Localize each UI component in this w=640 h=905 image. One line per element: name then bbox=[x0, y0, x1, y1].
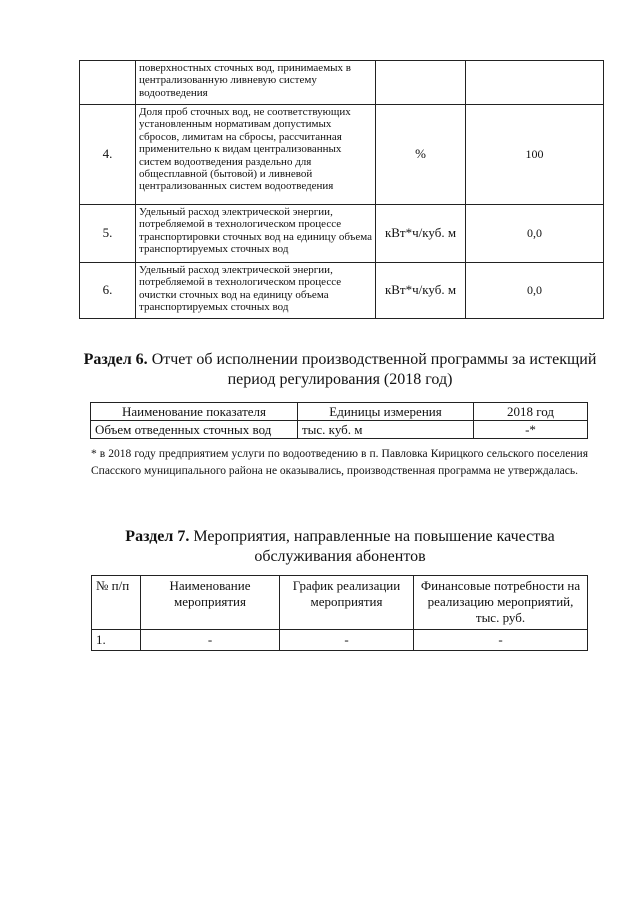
section-7-heading bbox=[60, 527, 620, 567]
column-header: Наименование мероприятия bbox=[141, 576, 280, 630]
indicator-value: 100 bbox=[466, 105, 604, 205]
section-7-title-line2: обслуживания абонентов bbox=[254, 548, 426, 565]
indicators-table bbox=[79, 60, 604, 319]
indicator-text: Доля проб сточных вод, не соответствующих установленным нормативам допустимых сбросов, лимитам на сбросы, рассчитанная применительно к видам централизованных систем водоотведения раздельно для общесплавной (бытовой) и ливневой централизованных систем водоотведения bbox=[136, 105, 376, 205]
section-6-label: Раздел 6. bbox=[83, 351, 148, 368]
indicator-unit: кВт*ч/куб. м bbox=[376, 205, 466, 263]
indicator-text: Удельный расход электрической энергии, потребляемой в технологическом процессе транспортировки сточных вод на единицу объема транспортируемых сточных вод bbox=[136, 205, 376, 263]
column-header: № п/п bbox=[92, 576, 141, 630]
report-table bbox=[90, 402, 588, 439]
section-6-title-line2: период регулирования (2018 год) bbox=[227, 371, 453, 388]
table-row bbox=[80, 61, 604, 105]
indicator-unit: тыс. куб. м bbox=[298, 421, 474, 439]
column-header: Финансовые потребности на реализацию мероприятий, тыс. руб. bbox=[414, 576, 588, 630]
row-number: 1. bbox=[92, 630, 141, 651]
measures-table bbox=[91, 575, 588, 651]
measure-funding: - bbox=[414, 630, 588, 651]
row-number: 4. bbox=[80, 105, 136, 205]
column-header: Наименование показателя bbox=[91, 403, 298, 421]
indicator-text: Удельный расход электрической энергии, потребляемой в технологическом процессе очистки сточных вод на единицу объема транспортируемых сточных вод bbox=[136, 263, 376, 319]
indicator-unit: % bbox=[376, 105, 466, 205]
section-7-title-line1: Мероприятия, направленные на повышение качества bbox=[193, 528, 555, 545]
indicator-value: 0,0 bbox=[466, 263, 604, 319]
row-number: 5. bbox=[80, 205, 136, 263]
indicator-text: поверхностных сточных вод, принимаемых в централизованную ливневую систему водоотведения bbox=[136, 61, 376, 105]
indicator-unit: кВт*ч/куб. м bbox=[376, 263, 466, 319]
table-row bbox=[91, 421, 588, 439]
table-header-row bbox=[91, 403, 588, 421]
section-6-title-line1: Отчет об исполнении производственной программы за истекщий bbox=[151, 351, 597, 368]
table-row bbox=[80, 263, 604, 319]
section-6-heading bbox=[60, 350, 620, 390]
column-header: График реализации мероприятия bbox=[280, 576, 414, 630]
row-number: 6. bbox=[80, 263, 136, 319]
table-row bbox=[92, 630, 588, 651]
indicator-value bbox=[466, 61, 604, 105]
row-number bbox=[80, 61, 136, 105]
measure-name: - bbox=[141, 630, 280, 651]
table-row bbox=[80, 205, 604, 263]
measure-schedule: - bbox=[280, 630, 414, 651]
indicator-unit bbox=[376, 61, 466, 105]
column-header: 2018 год bbox=[474, 403, 588, 421]
table-row bbox=[80, 105, 604, 205]
table-header-row bbox=[92, 576, 588, 630]
indicator-value: -* bbox=[474, 421, 588, 439]
section-7-label: Раздел 7. bbox=[125, 528, 190, 545]
footnote: * в 2018 году предприятием услуги по водоотведению в п. Павловка Кирицкого сельского поселения Спасского муниципального района не оказывались, производственная программа не утверждалась. bbox=[91, 448, 588, 477]
indicator-value: 0,0 bbox=[466, 205, 604, 263]
indicator-name: Объем отведенных сточных вод bbox=[91, 421, 298, 439]
column-header: Единицы измерения bbox=[298, 403, 474, 421]
